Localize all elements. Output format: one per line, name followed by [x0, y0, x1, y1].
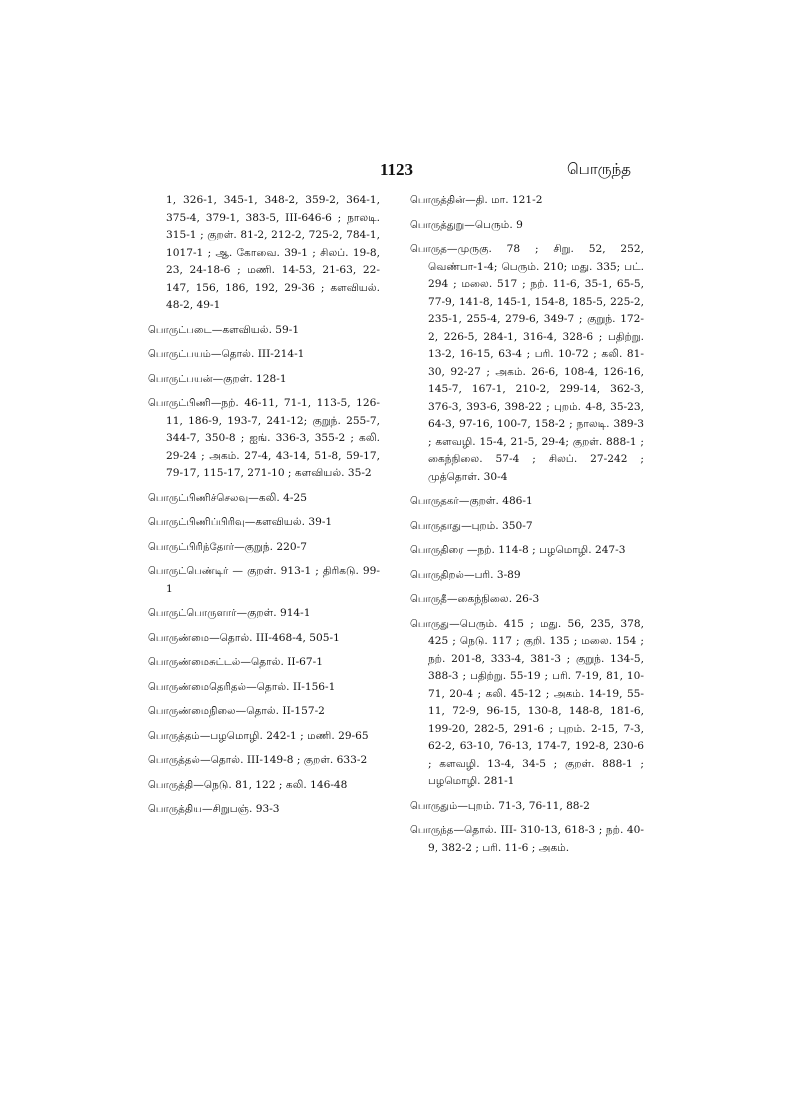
entry-headword: பொருட்படை	[148, 324, 212, 336]
entry-references: —தொல். II-156-1	[246, 680, 336, 693]
entry-headword: பொருத்தி	[148, 779, 194, 791]
entry-headword: பொருதும்	[410, 800, 458, 812]
entry-references: —களவியல். 59-1	[211, 323, 300, 336]
entry-headword: பொருட்பிணி	[148, 398, 211, 409]
index-entry	[410, 542, 644, 560]
entry-headword: பொருட்பயம்	[148, 349, 211, 360]
index-entry	[148, 703, 380, 721]
index-entry	[148, 679, 380, 697]
entry-references: —தொல். II-67-1	[240, 656, 323, 668]
entry-references: —நற். 46-11, 71-1, 113-5, 126-11, 186-9, 193-7, 241-12; குறுந். 255-7, 344-7, 350-8 ; ஐங். 336-3, 355-2 ; கலி. 29-24 ; அகம். 27-4, 43-14, 51-8, 59-17, 79-17, 115-17, 271-10 ; களவியல். 35-2	[166, 397, 380, 479]
entry-references: —தொல். II-157-2	[235, 705, 325, 717]
entry-references: —தொல். III-214-1	[210, 348, 305, 360]
entry-headword: பொருட்பயன்	[148, 373, 213, 385]
entry-headword: பொருண்மைதெரிதல்	[148, 681, 247, 693]
index-entry	[148, 490, 380, 508]
index-entry	[410, 616, 644, 791]
left-column	[148, 192, 380, 826]
entry-references: —கலி. 4-25	[248, 491, 307, 504]
entry-headword: பொருத	[410, 244, 447, 255]
entry-references: —புறம். 350-7	[461, 519, 533, 532]
index-entry	[148, 728, 380, 746]
index-entry	[148, 752, 380, 770]
entry-references: —குறள். 486-1	[458, 495, 533, 507]
index-entry	[148, 777, 380, 795]
entry-references: —பரி. 3-89	[464, 568, 521, 581]
entry-headword: பொருண்மைசுட்டல்	[148, 657, 241, 668]
entry-references: —முருகு. 78 ; சிறு. 52, 252, வெண்பா-1-4; பெரும். 210; மது. 335; பட். 294 ; மலை. 517 ; நற். 11-6, 35-1, 65-5, 77-9, 141-8, 145-1, 154-8, 185-5, 225-2, 235-1, 255-4, 279-6, 349-7 ; குறுந். 172-2, 226-5, 284-1, 316-4, 328-6 ; பதிற்று. 13-2, 16-15, 63-4 ; பரி. 10-72 ; கலி. 81-30, 92-27 ; அகம். 26-6, 108-4, 126-16, 145-7, 167-1, 210-2, 299-14, 362-3, 376-3, 393-6, 398-22 ; புறம். 4-8, 35-23, 64-3, 97-16, 100-7, 158-2 ; நாலடி. 389-3 ; களவழி. 15-4, 21-5, 29-4; குறள். 888-1 ; கைந்நிலை. 57-4 ; சிலப். 27-242 ; முத்தொள். 30-4	[428, 243, 644, 483]
entry-references: —பெரும். 9	[464, 218, 523, 231]
entry-headword: பொருண்மை	[148, 632, 210, 644]
running-head: பொருந்த	[567, 160, 631, 178]
entry-headword: பொருத்திய	[148, 804, 202, 815]
index-entry	[148, 395, 380, 483]
entry-references: — குறள். 913-1 ; திரிகடு. 99-1	[166, 565, 380, 595]
entry-references: —குறள். 914-1	[236, 607, 311, 619]
entry-headword: பொருது	[410, 618, 450, 630]
entry-headword: பொருத்தல்	[148, 755, 201, 766]
entry-references: —குறுந். 220-7	[234, 540, 307, 553]
entry-headword: பொருண்மைநிலை	[148, 706, 236, 717]
entry-headword: பொருட்பிணிப்பிரிவு	[148, 517, 245, 528]
index-entry	[148, 630, 380, 648]
entry-references: —நற். 114-8 ; பழமொழி. 247-3	[463, 544, 626, 556]
index-entry	[148, 801, 380, 819]
index-entry	[148, 539, 380, 557]
index-entry	[410, 822, 644, 857]
entry-headword: பொருத்தம்	[148, 730, 200, 742]
page-header	[0, 160, 800, 186]
entry-headword: பொருட்பிரிந்தோர்	[148, 541, 235, 553]
entry-headword: பொருட்பொருளார்	[148, 608, 237, 619]
entry-headword: பொருதிறல்	[410, 569, 465, 581]
index-entry	[148, 563, 380, 598]
entry-headword: பொருதிரை	[410, 545, 464, 556]
entry-headword: பொருத்தின்	[410, 195, 466, 206]
entry-references: —தொல். III-149-8 ; குறள். 633-2	[200, 754, 368, 766]
index-entry	[148, 346, 380, 364]
entry-references: —நெடு. 81, 122 ; கலி. 146-48	[193, 778, 348, 791]
entry-references: —சிறுபஞ். 93-3	[202, 803, 280, 815]
entry-references: —கைந்நிலை. 26-3	[446, 593, 540, 605]
index-entry	[410, 192, 644, 210]
entry-references: —தொல். III- 310-13, 618-3 ; நற். 40-9, 382-2 ; பரி. 11-6 ; அகம்.	[428, 824, 644, 854]
entry-references: —தொல். III-468-4, 505-1	[209, 631, 340, 644]
entry-references: —குறள். 128-1	[212, 372, 287, 385]
entry-headword: பொருதகர்	[410, 496, 459, 507]
entry-headword: பொருட்பிணிச்செலவு	[148, 492, 249, 504]
entry-headword: பொருட்பெண்டிர்	[148, 566, 229, 577]
page-number: 1123	[380, 160, 414, 179]
index-entry	[410, 567, 644, 585]
index-entry	[410, 217, 644, 235]
entry-headword: பொருதீ	[410, 594, 447, 605]
index-entry	[410, 241, 644, 486]
entry-headword: பொருதாது	[410, 520, 462, 532]
index-entry	[410, 798, 644, 816]
index-entry	[148, 654, 380, 672]
index-entry	[148, 371, 380, 389]
entry-headword: பொருந்த	[410, 825, 454, 836]
index-entry	[148, 322, 380, 340]
entry-references: 1, 326-1, 345-1, 348-2, 359-2, 364-1, 375-4, 379-1, 383-5, III-646-6 ; நாலடி. 315-1 ; குறள். 81-2, 212-2, 725-2, 784-1, 1017-1 ; ஆ. கோவை. 39-1 ; சிலப். 19-8, 23, 24-18-6 ; மணி. 14-53, 21-63, 22-147, 156, 186, 192, 29-36 ; களவியல். 48-2, 49-1	[166, 194, 380, 311]
entry-references: —பெரும். 415 ; மது. 56, 235, 378, 425 ; நெடு. 117 ; குறி. 135 ; மலை. 154 ; நற். 201-8, 333-4, 381-3 ; குறுந். 134-5, 388-3 ; பதிற்று. 55-19 ; பரி. 7-19, 81, 10-71, 20-4 ; கலி. 45-12 ; அகம். 14-19, 55-11, 72-9, 96-15, 130-8, 148-8, 181-6, 199-20, 282-5, 291-6 ; புறம். 2-15, 7-3, 62-2, 63-10, 76-13, 174-7, 192-8, 230-6 ; களவழி. 13-4, 34-5 ; குறள். 888-1 ; பழமொழி. 281-1	[428, 617, 644, 787]
index-entry	[148, 605, 380, 623]
index-entry	[410, 591, 644, 609]
index-entry	[410, 518, 644, 536]
entry-references: —தி. மா. 121-2	[465, 194, 543, 206]
entry-references: —பழமொழி. 242-1 ; மணி. 29-65	[199, 729, 369, 742]
entry-headword: பொருத்துறு	[410, 219, 465, 231]
entry-references: —களவியல். 39-1	[244, 516, 333, 528]
right-column	[410, 192, 644, 864]
index-entry	[410, 493, 644, 511]
index-entry	[148, 192, 380, 315]
index-entry	[148, 514, 380, 532]
entry-references: —புறம். 71-3, 76-11, 88-2	[457, 799, 590, 812]
